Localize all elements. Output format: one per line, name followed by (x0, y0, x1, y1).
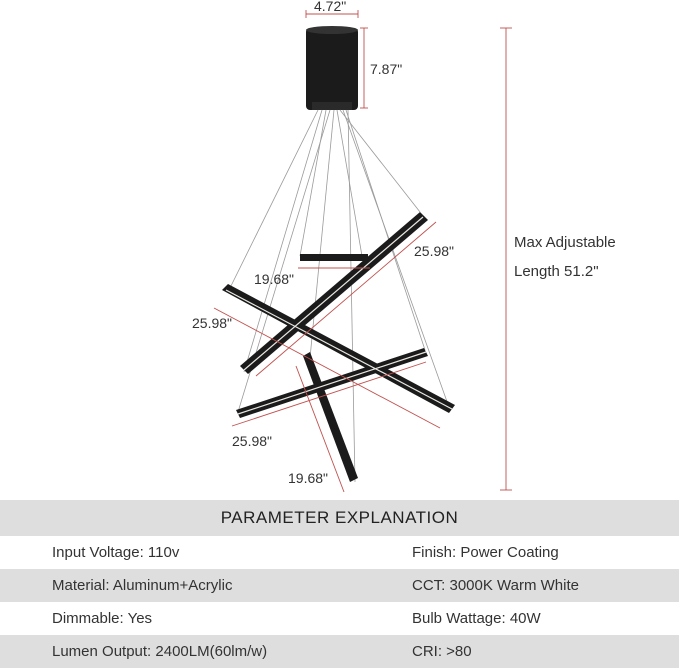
parameter-right: CCT: 3000K Warm White (412, 577, 579, 594)
parameter-row (0, 635, 679, 668)
parameter-row (0, 536, 679, 569)
bar-bottom (303, 352, 358, 482)
parameter-title: PARAMETER EXPLANATION (0, 500, 679, 536)
parameter-left: Dimmable: Yes (52, 610, 153, 627)
dimension-lines (214, 10, 512, 492)
bar-middle-left-label: 25.98" (192, 315, 233, 331)
canopy (306, 26, 358, 110)
parameter-row (0, 569, 679, 602)
bar-bottom-label: 19.68" (288, 470, 329, 486)
parameter-left: Lumen Output: 2400LM(60lm/w) (52, 643, 268, 660)
parameter-left: Material: Aluminum+Acrylic (52, 577, 233, 594)
parameter-right: Bulb Wattage: 40W (412, 610, 541, 627)
parameter-right: CRI: >80 (412, 643, 472, 660)
bar-top-short (300, 254, 368, 261)
parameter-left: Input Voltage: 110v (52, 544, 180, 561)
bar-lower-left-label: 25.98" (232, 433, 273, 449)
max-length-label-line1: Max Adjustable (514, 234, 616, 251)
max-length-label-line2: Length 51.2" (514, 263, 599, 280)
parameter-right: Finish: Power Coating (412, 544, 559, 561)
canopy-width-label: 4.72" (314, 0, 347, 14)
bar-top-short-label: 19.68" (254, 271, 295, 287)
parameter-row (0, 602, 679, 635)
canopy-height-label: 7.87" (370, 61, 403, 77)
bar-top-right-label: 25.98" (414, 243, 455, 259)
